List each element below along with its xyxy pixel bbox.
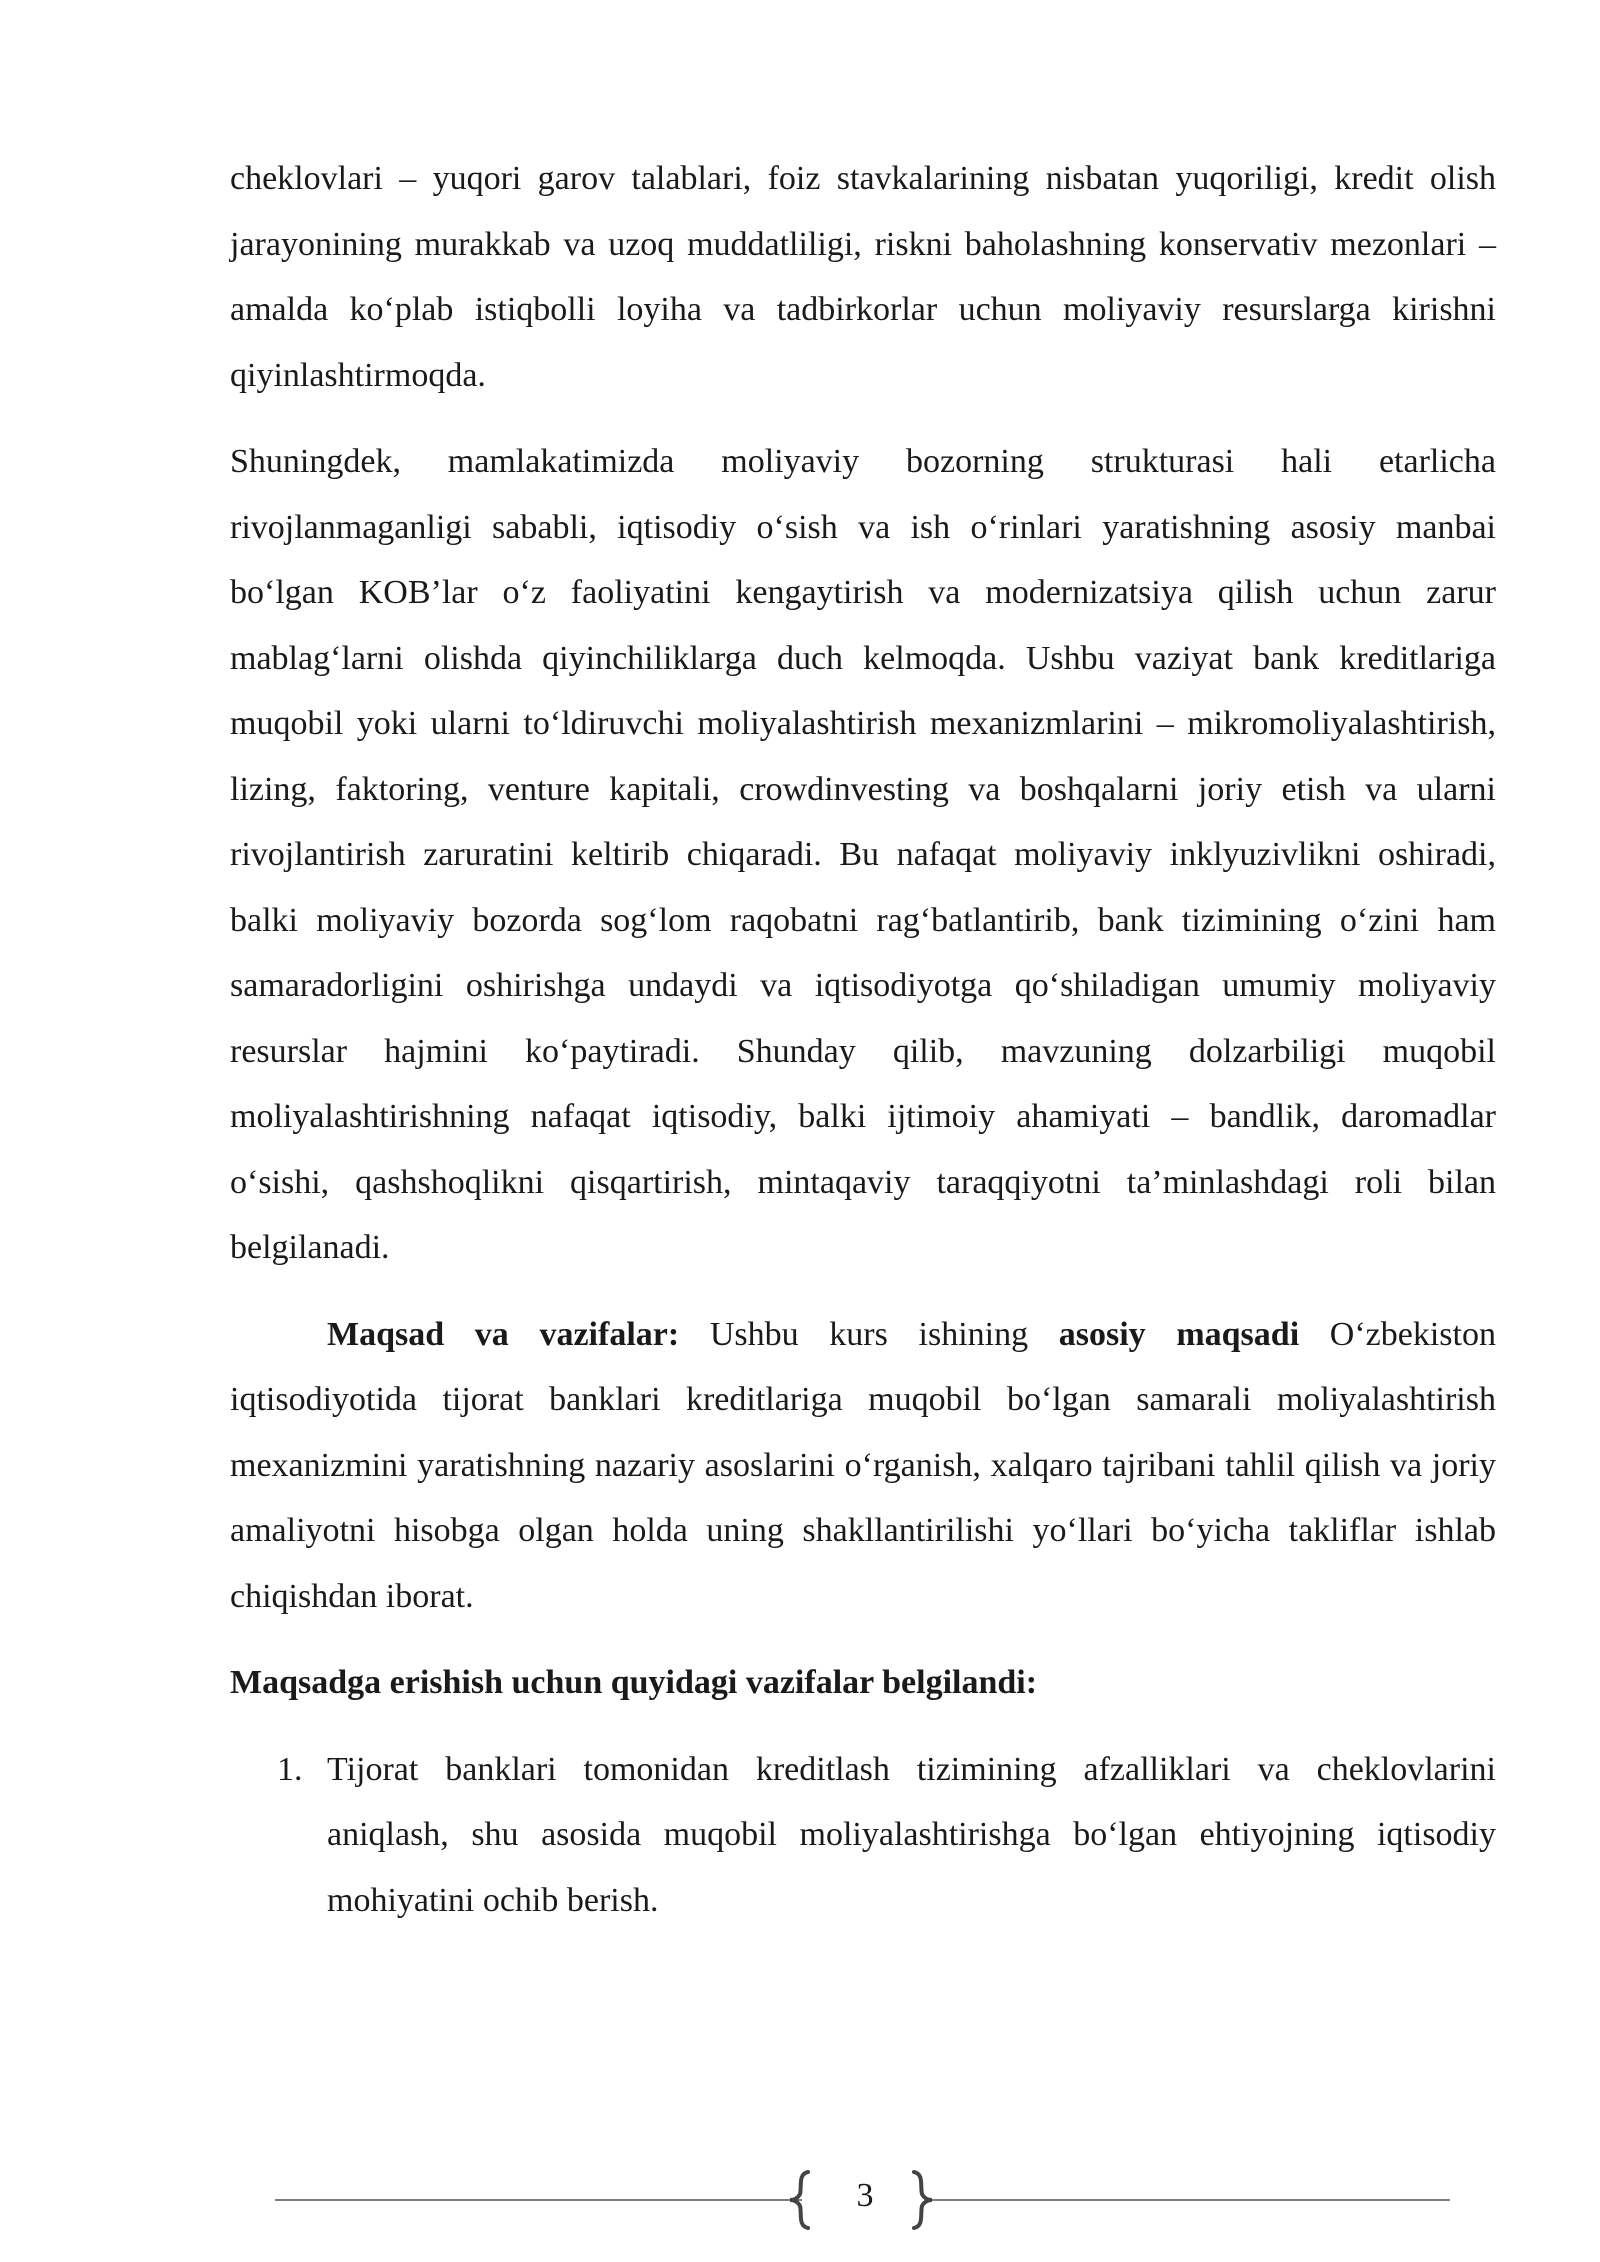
paragraph-2: Shuningdek, mamlakatimizda moliyaviy bozorning strukturasi hali etarlicha rivojlanmaganligi sababli, iqtisodiy o‘sish va ish o‘rinlari yaratishning asosiy manbai bo‘lgan KOB’lar o‘z faoliyatini kengaytirish va modernizatsiya qilish uchun zarur mablag‘larni olishda qiyinchiliklarga duch kelmoqda. Ushbu vaziyat bank kreditlariga muqobil yoki ularni to‘ldiruvchi moliyalashtirish mexanizmlarini – mikromoliyalashtirish, lizing, faktoring, venture kapitali, crowdinvesting va boshqalarni joriy etish va ularni rivojlantirish zaruratini keltirib chiqaradi. Bu nafaqat moliyaviy inklyuzivlikni oshiradi, balki moliyaviy bozorda sog‘lom raqobatni rag‘batlantirib, bank tizimining o‘zini ham samaradorligini oshirishga undaydi va iqtisodiyotga qo‘shiladigan umumiy moliyaviy resurslar hajmini ko‘paytiradi. Shunday qilib, mavzuning dolzarbiligi muqobil moliyalashtirishning nafaqat iqtisodiy, balki ijtimoiy ahamiyati – bandlik, daromadlar o‘sishi, qashshoqlikni qisqartirish, mintaqaviy taraqqiyotni ta’minlashdagi roli bilan belgilanadi. (230, 443, 1496, 1266)
goals-main-aim-bold: asosiy maqsadi (1058, 1315, 1300, 1353)
page-footer (0, 2160, 1600, 2240)
list-item-text: Tijorat banklari tomonidan kreditlash tizimining afzalliklari va cheklovlarini aniqlash, shu asosida muqobil moliyalashtirishga bo‘lgan ehtiyojning iqtisodiy mohiyatini ochib berish. (327, 1750, 1496, 1919)
list-item-number: 1. (277, 1750, 303, 1788)
goals-text-b: O‘zbekiston iqtisodiyotida tijorat banklari kreditlariga muqobil bo‘lgan samarali moliyalashtirish mexanizmini yaratishning nazariy asoslarini o‘rganish, xalqaro tajribani tahlil qilish va joriy amaliyotni hisobga olgan holda uning shakllantirilishi yo‘llari bo‘yicha takliflar ishlab chiqishdan iborat. (230, 1315, 1496, 1615)
goals-lead-bold: Maqsad va vazifalar: (327, 1315, 680, 1353)
page-number: 3 (856, 2177, 874, 2214)
paragraph-1: cheklovlari – yuqori garov talablari, foiz stavkalarining nisbatan yuqoriligi, kredit olish jarayonining murakkab va uzoq muddatliligi, riskni baholashning konservativ mezonlari – amalda ko‘plab istiqbolli loyiha va tadbirkorlar uchun moliyaviy resurslarga kirishni qiyinlashtirmoqda. (230, 160, 1496, 394)
footer-divider-graphic (0, 2160, 1600, 2240)
list-item-number-cell (230, 1737, 327, 1934)
tasks-heading (230, 1650, 1496, 1716)
tasks-heading-text: Maqsadga erishish uchun quyidagi vazifalar belgilandi: (230, 1664, 1038, 1701)
paragraph-goals (230, 1302, 1496, 1630)
tasks-list (230, 1737, 1496, 1934)
document-body (230, 146, 1496, 1933)
goals-text-a: Ushbu kurs ishining (679, 1315, 1059, 1353)
list-item (230, 1737, 1496, 1934)
